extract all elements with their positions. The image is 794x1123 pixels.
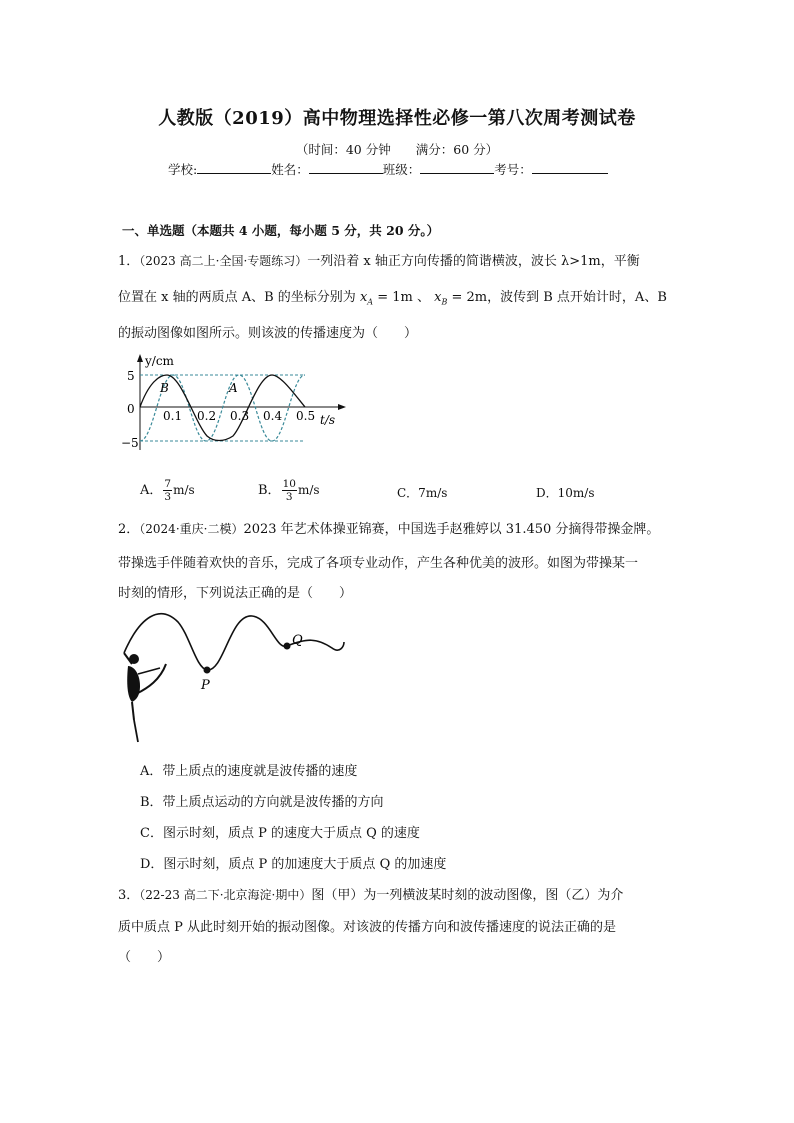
- q1-line1: [118, 250, 640, 269]
- graph-x-tick-5: 0.5: [296, 409, 316, 423]
- q1-vibration-graph: [118, 350, 358, 460]
- q1-option-b-unit: m/s: [297, 483, 320, 497]
- school-blank[interactable]: [197, 161, 271, 174]
- gymnast-leg-lower: [134, 720, 138, 742]
- graph-x-tick-3: 0.3: [230, 409, 250, 423]
- q1-text-2a: 位置在 x 轴的两质点 A、B 的坐标分别为: [118, 290, 356, 305]
- graph-y-label: y/cm: [145, 354, 174, 368]
- q1-option-a-num: 7: [164, 478, 172, 490]
- number-label: 考号：: [494, 162, 532, 177]
- q1-text-2b: ，波传到 B 点开始计时，A、B: [487, 290, 667, 305]
- q3-text-1: 图（甲）为一列横波某时刻的波动图像，图（乙）为介: [311, 888, 624, 903]
- point-q: [284, 643, 291, 650]
- q3-line3: （ ）: [118, 950, 171, 965]
- q1-xa-sub: A: [367, 297, 374, 307]
- class-blank[interactable]: [420, 161, 494, 174]
- q2-line2: 带操选手伴随着欢快的音乐，完成了各项专业动作，产生各种优美的波形。如图为带操某一: [118, 556, 639, 571]
- student-info-row: [168, 160, 608, 178]
- q1-option-c[interactable]: C．7m/s: [397, 486, 448, 500]
- q2-source: （2024·重庆·二模）: [139, 522, 244, 536]
- q3-line1: [118, 884, 623, 903]
- q1-option-a-letter: A．: [140, 483, 163, 498]
- q2-line3: 时刻的情形，下列说法正确的是（ ）: [118, 586, 353, 601]
- q1-option-b-letter: B．: [258, 483, 281, 498]
- q1-xa: x: [359, 290, 368, 305]
- q1-option-b-fraction: [282, 478, 297, 503]
- ribbon-wave: [124, 614, 344, 670]
- q2-option-a[interactable]: A．带上质点的速度就是波传播的速度: [140, 764, 358, 779]
- q1-source: （2023 高二上·全国·专题练习）: [139, 254, 308, 268]
- q2-option-c[interactable]: C．图示时刻，质点 P 的速度大于质点 Q 的速度: [140, 826, 420, 841]
- q2-text-1: 2023 年艺术体操亚锦赛，中国选手赵雅婷以 31.450 分摘得带操金牌。: [243, 522, 660, 537]
- point-p: [204, 667, 211, 674]
- number-blank[interactable]: [532, 161, 608, 174]
- label-q: Q: [292, 633, 303, 648]
- graph-x-tick-2: 0.2: [197, 409, 217, 423]
- school-label: 学校:: [168, 162, 198, 177]
- q1-option-a-fraction: [163, 478, 172, 503]
- graph-label-a: A: [229, 381, 238, 395]
- gymnast-body: [127, 666, 140, 702]
- q3-line2: 质中质点 P 从此时刻开始的振动图像。对该波的传播方向和波传播速度的说法正确的是: [118, 920, 617, 935]
- graph-y-arrow: [137, 354, 143, 362]
- class-label: 班级：: [382, 162, 421, 177]
- graph-x-label: t/s: [320, 413, 336, 427]
- q1-xb-value: = 2m: [447, 290, 488, 305]
- q2-line1: [118, 518, 659, 537]
- q1-line2: [118, 286, 667, 307]
- q2-number: 2．: [118, 522, 140, 537]
- q1-option-b-num: 10: [282, 478, 296, 490]
- q1-number: 1．: [118, 254, 140, 269]
- q1-xb: x: [434, 290, 442, 305]
- q2-gymnast-figure: [112, 608, 352, 748]
- q2-option-b[interactable]: B．带上质点运动的方向就是波传播的方向: [140, 795, 384, 810]
- q3-number: 3．: [118, 888, 140, 903]
- q1-option-a[interactable]: [140, 478, 195, 503]
- exam-subtitle: （时间：40 分钟 满分：60 分）: [295, 142, 499, 157]
- q3-source: （22-23 高二下·北京海淀·期中）: [139, 888, 312, 902]
- gymnast: [124, 653, 166, 742]
- q1-option-d[interactable]: D．10m/s: [536, 486, 595, 500]
- gymnast-leg-upper: [132, 702, 134, 720]
- q1-option-a-unit: m/s: [173, 483, 195, 497]
- graph-y-tick-neg: −5: [121, 436, 139, 450]
- q1-text-1: 一列沿着 x 轴正方向传播的简谐横波，波长 λ>1m，平衡: [307, 254, 640, 269]
- name-blank[interactable]: [309, 161, 383, 174]
- graph-x-tick-4: 0.4: [263, 409, 283, 423]
- q2-option-d[interactable]: D．图示时刻，质点 P 的加速度大于质点 Q 的加速度: [140, 857, 447, 872]
- graph-x-arrow: [338, 404, 346, 410]
- q1-line3: 的振动图像如图所示。则该波的传播速度为（ ）: [118, 326, 418, 341]
- gymnast-raised-leg: [136, 664, 166, 694]
- graph-y-tick-zero: 0: [127, 402, 135, 416]
- graph-y-tick-pos: 5: [127, 369, 135, 383]
- q1-option-a-den: 3: [164, 491, 172, 503]
- name-label: 姓名：: [271, 162, 309, 177]
- label-p: P: [201, 678, 210, 693]
- q1-option-b[interactable]: [258, 478, 320, 503]
- graph-x-tick-1: 0.1: [163, 409, 183, 423]
- q1-xb-sub: B: [441, 297, 448, 307]
- q1-xa-value: = 1m 、: [373, 290, 430, 305]
- graph-label-b: B: [160, 381, 169, 395]
- section-heading: 一、单选题（本题共 4 小题，每小题 5 分，共 20 分。）: [122, 223, 440, 238]
- q1-option-b-den: 3: [285, 491, 293, 503]
- gymnast-raised-arm: [138, 668, 160, 674]
- exam-title: 人教版（2019）高中物理选择性必修一第八次周考测试卷: [158, 108, 636, 129]
